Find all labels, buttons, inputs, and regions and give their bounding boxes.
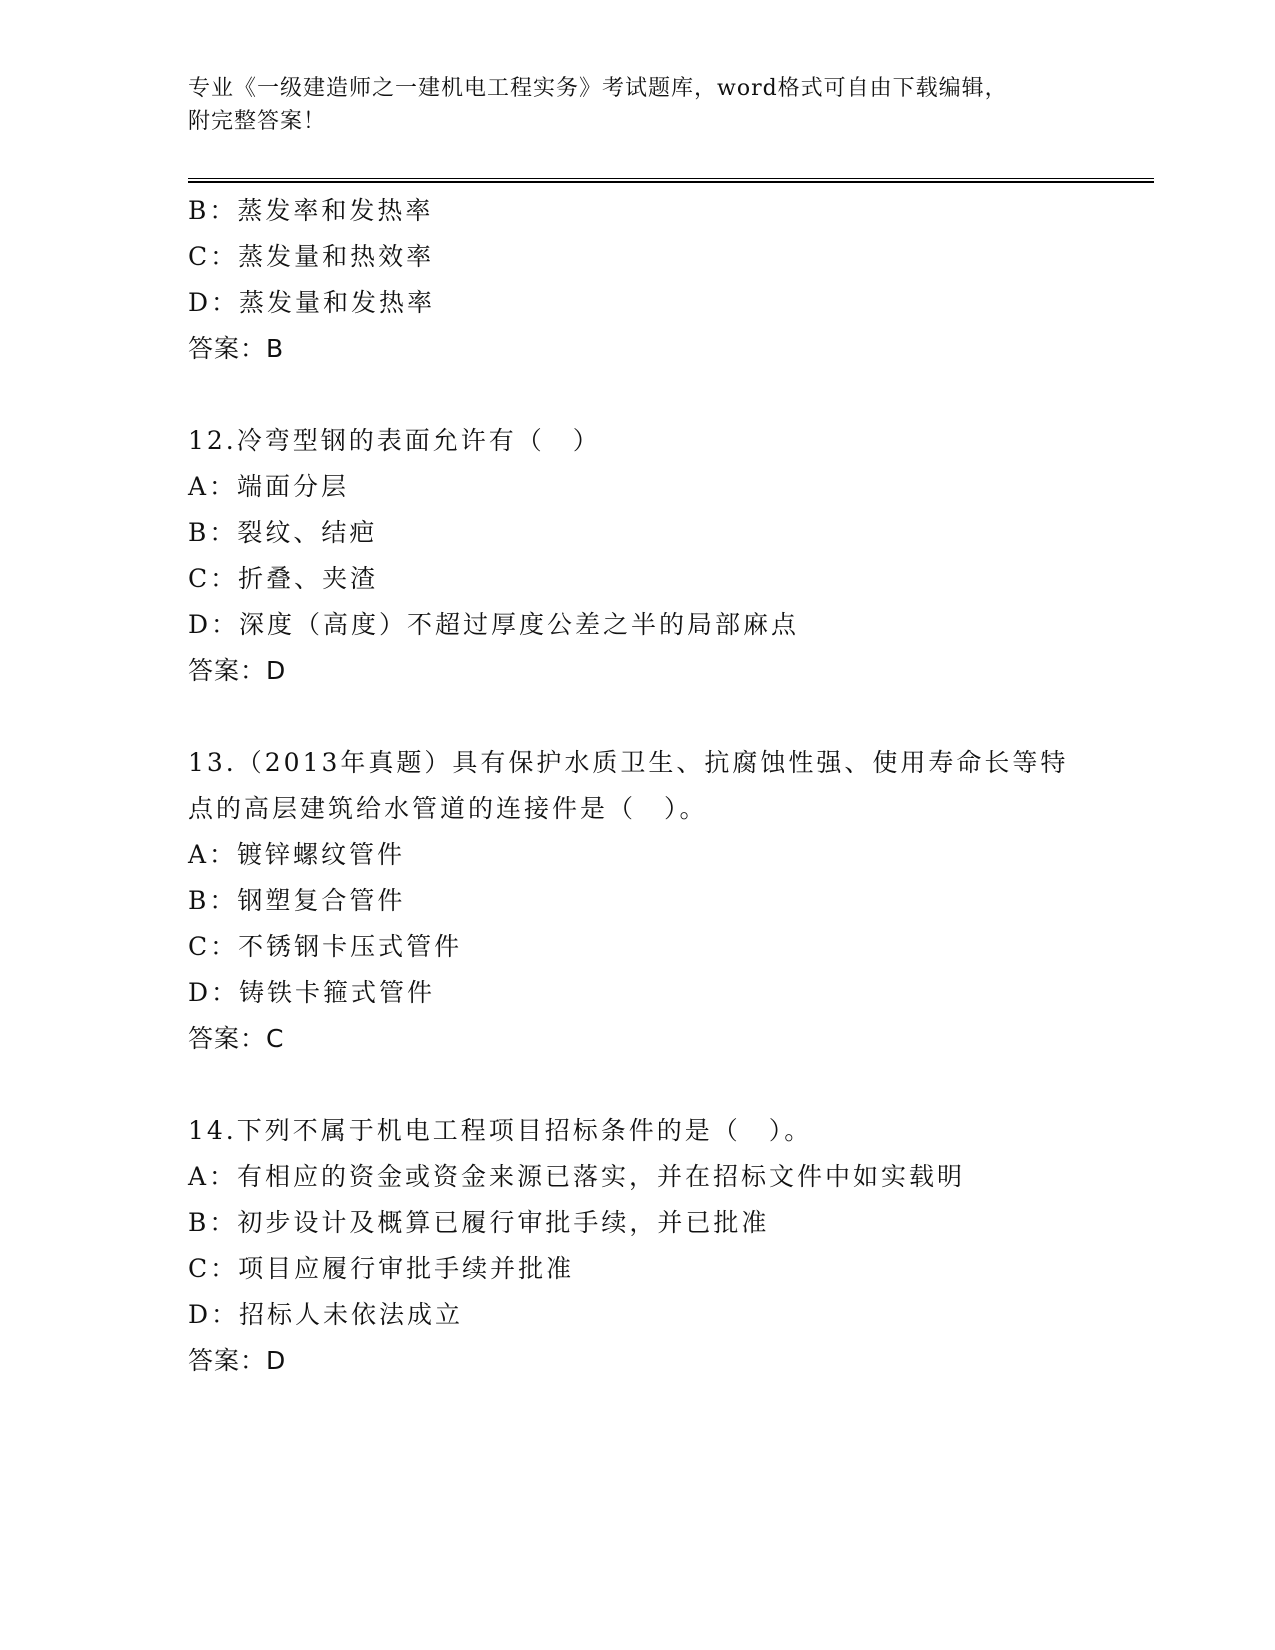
question-stem-line-2: 点的高层建筑给水管道的连接件是（ ）。: [188, 794, 708, 823]
question-12: [188, 418, 1154, 694]
option-d: D：深度（高度）不超过厚度公差之半的局部麻点: [188, 610, 800, 639]
header-divider: [188, 178, 1154, 183]
spacer: [188, 1062, 1154, 1108]
option-a: A：有相应的资金或资金来源已落实，并在招标文件中如实载明: [188, 1162, 966, 1191]
option-b: B：钢塑复合管件: [188, 886, 406, 915]
header-line-1: 专业《一级建造师之一建机电工程实务》考试题库，word格式可自由下载编辑，: [188, 76, 1008, 101]
option-b: B：裂纹、结疤: [188, 518, 378, 547]
option-c: C：折叠、夹渣: [188, 564, 379, 593]
option-b: B：初步设计及概算已履行审批手续，并已批准: [188, 1208, 770, 1237]
option-c: C：不锈钢卡压式管件: [188, 932, 463, 961]
question-stem-line-1: 13.（2013年真题）具有保护水质卫生、抗腐蚀性强、使用寿命长等特: [188, 748, 1069, 777]
option-d: D：铸铁卡箍式管件: [188, 978, 436, 1007]
spacer: [188, 694, 1154, 740]
option-c: C：蒸发量和热效率: [188, 242, 435, 271]
option-c: C：项目应履行审批手续并批准: [188, 1254, 575, 1283]
option-a: A：镀锌螺纹管件: [188, 840, 406, 869]
option-a: A：端面分层: [188, 472, 350, 501]
answer: 答案：B: [188, 334, 285, 363]
question-14: [188, 1108, 1154, 1384]
option-d: D：招标人未依法成立: [188, 1300, 464, 1329]
answer: 答案：D: [188, 656, 287, 685]
answer: 答案：D: [188, 1346, 287, 1375]
spacer: [188, 372, 1154, 418]
document-header: [188, 72, 1088, 138]
option-b: B：蒸发率和发热率: [188, 196, 434, 225]
question-11-continued: [188, 188, 1154, 372]
option-d: D：蒸发量和发热率: [188, 288, 436, 317]
answer: 答案：C: [188, 1024, 285, 1053]
question-13: [188, 740, 1154, 1062]
question-stem: 14.下列不属于机电工程项目招标条件的是（ ）。: [188, 1116, 813, 1145]
header-line-2: 附完整答案！: [188, 109, 327, 134]
question-list: [188, 188, 1154, 1384]
question-stem: 12.冷弯型钢的表面允许有（ ）: [188, 426, 601, 455]
